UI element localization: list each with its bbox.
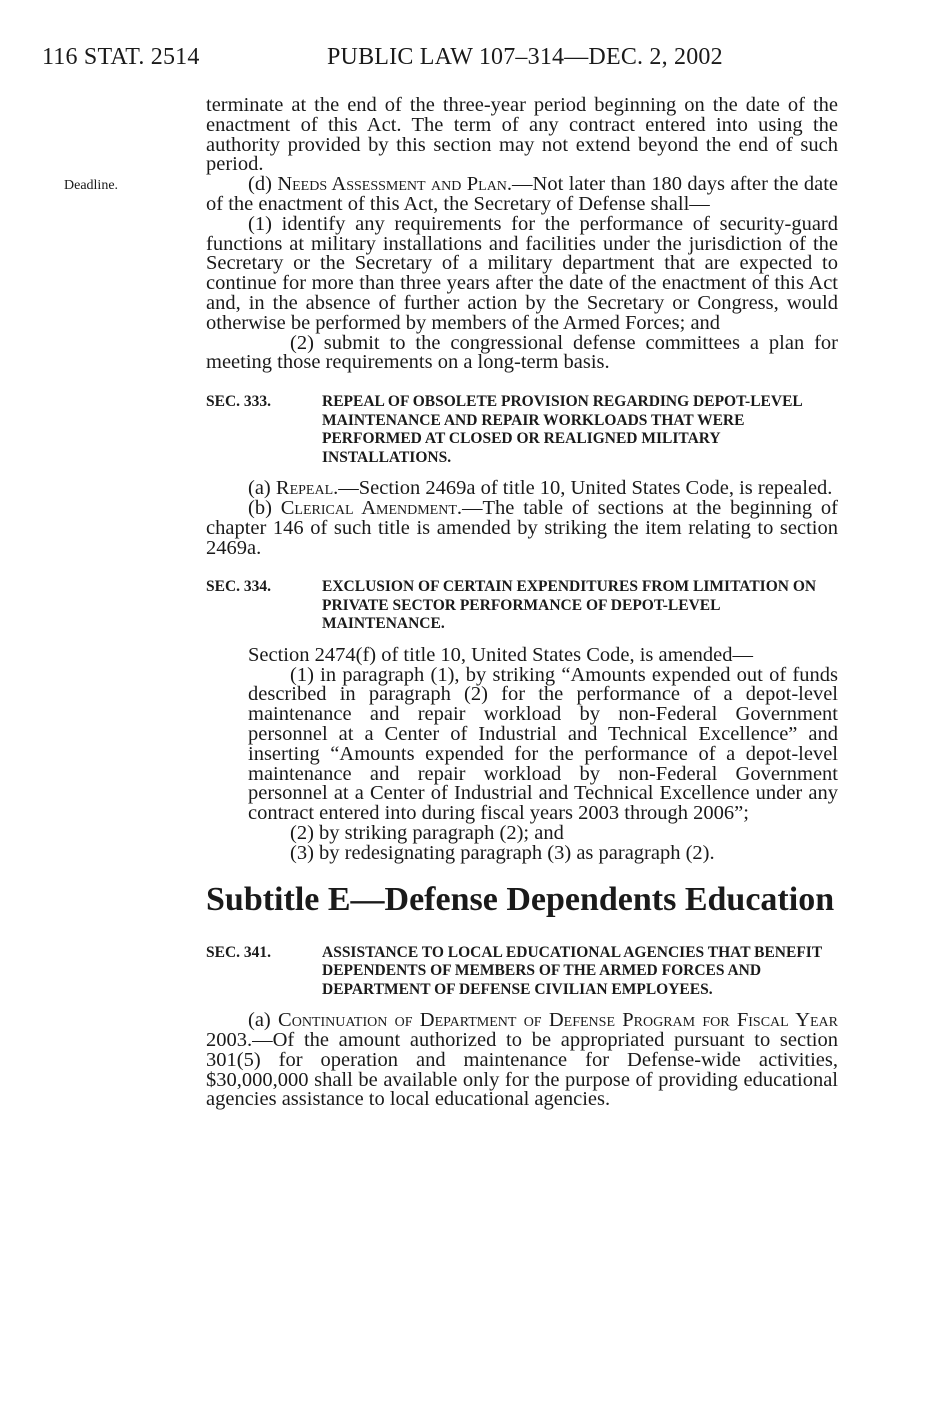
section-334-item-1: (1) in paragraph (1), by striking “Amounts expended out of funds described in paragraph (2) for the performance of a depot-level maintenance and repair workload by non-Federal Government personnel at a Center of Industrial and Technical Excellence” and inserting “Amounts expended for the performance of a depot-level maintenance and repair workload by non-Federal Government personnel at a Center of Industrial and Technical Excellence under any contract entered into during fiscal years 2003 through 2006”; (248, 663, 838, 825)
document-body (206, 96, 838, 1110)
subsection-d-item-1: (1) identify any requirements for the performance of security-guard functions at military installations and facilities under the jurisdiction of the Secretary or the Secretary of a military department that are expected to continue for more than three years after the date of the enactment of this Act and, in the absence of further action by the Secretary or Congress, would otherwise be performed by members of the Armed Forces; and (206, 212, 838, 334)
section-334-item-3: (3) by redesignating paragraph (3) as paragraph (2). (290, 841, 715, 864)
subsection-d: (d) Needs Assessment and Plan.—Not later than 180 days after the date of the enactment of this Act, the Secretary of Defense shall— (206, 173, 838, 215)
section-334-item-2: (2) by striking paragraph (2); and (290, 822, 564, 845)
subtitle-heading: Subtitle E—Defense Dependents Education (206, 880, 835, 918)
section-334-intro: Section 2474(f) of title 10, United States Code, is amended— (248, 643, 754, 666)
section-333-heading: SEC. 333. REPEAL OF OBSOLETE PROVISION REGARDING DEPOT-LEVEL MAINTENANCE AND REPAIR WORKLOADS THAT WERE PERFORMED AT CLOSED OR REALIGNED MILITARY INSTALLATIONS. (206, 393, 802, 466)
section-333-b: (b) Clerical Amendment.—The table of sections at the beginning of chapter 146 of such title is amended by striking the item relating to section 2469a. (206, 496, 838, 559)
margin-note-deadline: Deadline. (64, 178, 119, 193)
page-reference: 116 STAT. 2514 (42, 44, 200, 70)
law-reference: PUBLIC LAW 107–314—DEC. 2, 2002 (327, 44, 723, 70)
section-334-heading: SEC. 334. EXCLUSION OF CERTAIN EXPENDITURES FROM LIMITATION ON PRIVATE SECTOR PERFORMANCE OF DEPOT-LEVEL MAINTENANCE. (206, 578, 817, 633)
section-333-a: (a) Repeal.—Section 2469a of title 10, United States Code, is repealed. (248, 477, 833, 500)
subsection-d-heading: Needs Assessment and Plan. (277, 173, 513, 196)
section-341-a: (a) Continuation of Department of Defense Program for Fiscal Year 2003.—Of the amount authorized to be appropriated pursuant to section 301(5) for operation and maintenance for Defense-wide activities, $30,000,000 shall be available only for the purpose of providing educational agencies assistance to local educational agencies. (206, 1009, 839, 1111)
continuation-paragraph: terminate at the end of the three-year period beginning on the date of the enactment of this Act. The term of any contract entered into using the authority provided by this section may not extend beyond the end of such period. (206, 94, 838, 176)
page-header (42, 44, 908, 78)
section-341-heading: SEC. 341. ASSISTANCE TO LOCAL EDUCATIONAL AGENCIES THAT BENEFIT DEPENDENTS OF MEMBERS OF THE ARMED FORCES AND DEPARTMENT OF DEFENSE CIVILIAN EMPLOYEES. (206, 943, 822, 998)
subsection-d-item-2: (2) submit to the congressional defense committees a plan for meeting those requirements on a long-term basis. (206, 331, 838, 374)
